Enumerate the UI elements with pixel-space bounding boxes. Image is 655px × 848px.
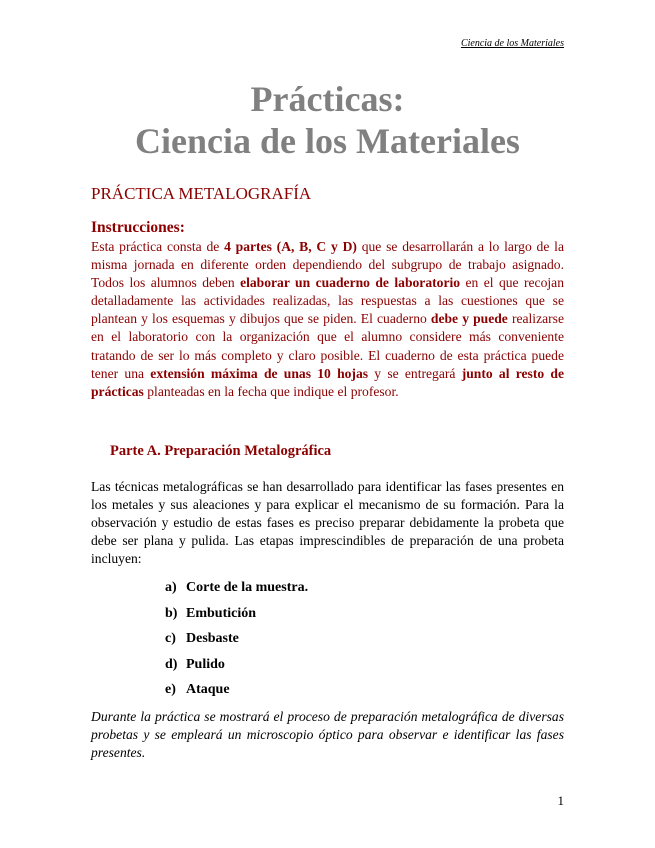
step-text: Pulido (186, 656, 225, 672)
list-item (165, 604, 308, 630)
list-item (165, 680, 308, 706)
practice-title: PRÁCTICA METALOGRAFÍA (91, 184, 312, 203)
instr-text-6: planteadas en la fecha que indique el profesor. (143, 383, 399, 399)
running-header: Ciencia de los Materiales (460, 38, 564, 49)
part-a-heading: Parte A. Preparación Metalográfica (110, 443, 332, 459)
preparation-steps-list (165, 578, 308, 706)
instr-text-5: y se entregará (368, 365, 462, 381)
instr-text-2: que se desarrollarán a lo largo de la misma jornada en diferente orden dependiendo del subgrupo de trabajo asignado. Todos los alumnos deben (91, 239, 564, 291)
instr-bold-extension: extensión máxima de unas 10 hojas (150, 365, 369, 381)
instr-text-4: realizarse en el laboratorio con la organización que el alumno considere más conveniente tratando de ser lo más completo y claro posible. El cuaderno de esta práctica puede tener una (91, 311, 565, 381)
step-letter: e) (165, 682, 176, 698)
instr-text-1: Esta práctica consta de (91, 239, 225, 254)
instr-bold-notebook: elaborar un cuaderno de laboratorio (240, 275, 461, 291)
instr-bold-parts: 4 partes (A, B, C y D) (224, 239, 357, 254)
step-letter: b) (165, 605, 178, 621)
title-line-2: Ciencia de los Materiales (135, 121, 520, 161)
page-number: 1 (557, 793, 564, 808)
title-line-1: Prácticas: (250, 79, 405, 119)
list-item (165, 655, 308, 681)
step-text: Embutición (186, 605, 257, 621)
step-letter: a) (165, 580, 177, 595)
step-letter: c) (165, 631, 176, 647)
step-text: Corte de la muestra. (186, 580, 309, 595)
instr-bold-must: debe y puede (430, 311, 508, 327)
part-a-closing: Durante la práctica se mostrará el proceso de preparación metalográfica de diversas probetas y se empleará un microscopio óptico para observar e identificar las fases presentes. (91, 709, 564, 760)
instr-text-3: en el que recojan detalladamente las actividades realizadas, las respuestas a las cuestiones que se plantean y los esquemas y dibujos que se piden. El cuaderno (91, 275, 564, 327)
document-title (0, 78, 655, 162)
list-item (165, 578, 308, 604)
instr-bold-deliver: junto al resto de prácticas (91, 365, 564, 399)
instructions-paragraph (91, 238, 564, 401)
step-letter: d) (165, 656, 178, 672)
part-a-intro: Las técnicas metalográficas se han desarrollado para identificar las fases presentes en los metales y sus aleaciones y para explicar el mecanismo de su formación. Para la observación y estudio de estas fases es preciso preparar debidamente la probeta que debe ser plana y pulida. Las etapas imprescindibles de preparación de una probeta incluyen: (91, 479, 564, 566)
list-item (165, 629, 308, 655)
instructions-heading: Instrucciones: (91, 219, 185, 236)
step-text: Desbaste (186, 631, 239, 647)
step-text: Ataque (186, 682, 230, 698)
